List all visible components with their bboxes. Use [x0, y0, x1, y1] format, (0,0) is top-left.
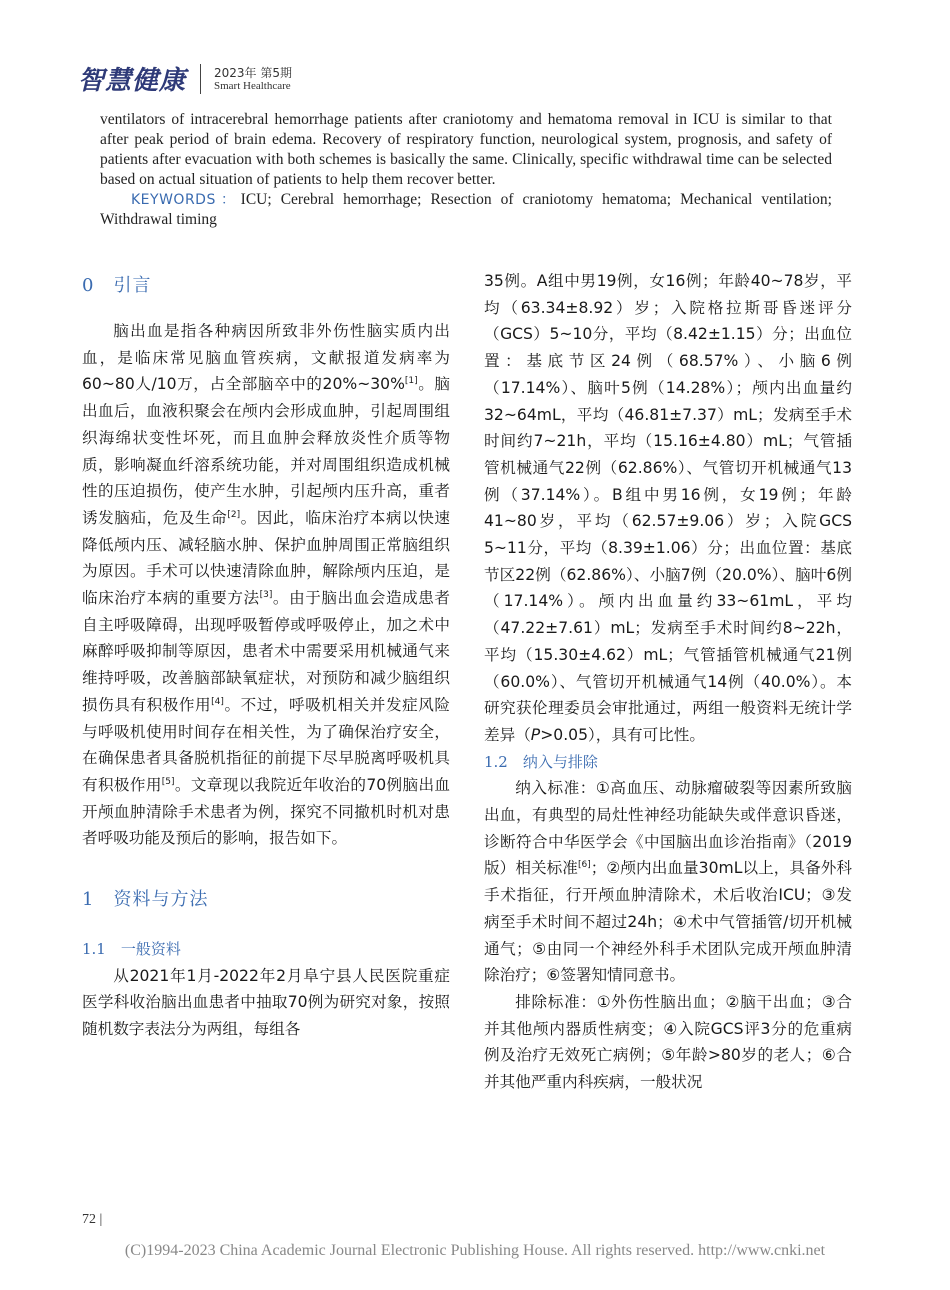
section-0-title: 0 引言 — [82, 275, 152, 296]
text-span: >0.05），具有可比性。 — [540, 725, 705, 744]
keywords-label: KEYWORDS： — [131, 192, 241, 208]
citation-3[interactable]: [3] — [259, 589, 273, 600]
english-abstract — [100, 110, 832, 230]
general-info-paragraph: 从2021年1月-2022年2月阜宁县人民医院重症医学科收治脑出血患者中抽取70例为研究对象，按照随机数字表法分为两组，每组各 — [82, 966, 450, 1039]
text-span: 。文章现以我院近年收治的70例脑出血开颅血肿清除手术患者为例，探究不同撤机时机对患者呼吸功能及预后的影响，报告如下。 — [82, 775, 450, 848]
text-span: 。脑出血后，血液积聚会在颅内会形成血肿，引起周围组织海绵状变性坏死，而且血肿会释放炎性介质等物质，影响凝血纤溶系统功能，并对周围组织造成机械性的压迫损伤，使产生水肿，引起颅内压升高，重者诱发脑疝，危及生命 — [82, 375, 450, 527]
text-span: ；②颅内出血量30mL以上，具备外科手术指征，行开颅血肿清除术，术后收治ICU；③发病至手术时间不超过24h；④术中气管插管/切开机械通气；⑤由同一个神经外科手术团队完成开颅血肿清除治疗；⑥签署知情同意书。 — [484, 859, 852, 985]
section-1-2-title: 1.2 纳入与排除 — [484, 752, 598, 771]
text-span: 35例。A组中男19例，女16例；年龄40~78岁，平均（63.34±8.92）岁；入院格拉斯哥昏迷评分（GCS）5~10分，平均（8.42±1.15）分；出血位置：基底节区24例（68.57%）、小脑6例（17.14%）、脑叶5例（14.28%）；颅内出血量约32~64mL，平均（46.81±7.37）mL；发病至手术时间约7~21h，平均（15.16±4.80）mL；气管插管机械通气22例（62.86%）、气管切开机械通气13例（37.14%）。B组中男16例，女19例；年龄41~80岁，平均（62.57±9.06）岁；入院GCS 5~11分，平均（8.39±1.06）分；出血位置：基底节区22例（62.86%）、小脑7例（20.0%）、脑叶6例（17.14%）。颅内出血量约33~61mL，平均（47.22±7.61）mL；发病至手术时间约8~22h，平均（15.30±4.62）mL；气管插管机械通气21例（60.0%）、气管切开机械通气14例（40.0%）。本研究获伦理委员会审批通过，两组一般资料无统计学差异（ — [484, 272, 852, 744]
journal-logo: 智慧健康 — [78, 66, 187, 96]
text-span: 。因此，临床治疗本病以快速降低颅内压、减轻脑水肿、保护血肿周围正常脑组织为原因。手术可以快速清除血肿，解除颅内压迫，是临床治疗本病的重要方法 — [82, 508, 450, 608]
exclusion-criteria: 排除标准：①外伤性脑出血；②脑干出血；③合并其他颅内器质性病变；④入院GCS评3分的危重病例及治疗无效死亡病例；⑤年龄>80岁的老人；⑥合并其他严重内科疾病，一般状况 — [484, 992, 852, 1092]
issue-label: 2023年 第5期 — [214, 66, 292, 80]
citation-4[interactable]: [4] — [211, 696, 224, 707]
intro-paragraph — [82, 318, 450, 852]
abstract-text: ventilators of intracerebral hemorrhage patients after craniotomy and hematoma removal in ICU is similar to that after peak period of brain edema. Recovery of respiratory function, neurological system, prognosis, and safety of patients after evacuation with both schemes is basically the same. Clinically, specific withdrawal time can be selected based on actual situation of patients to help them recover better. — [100, 111, 832, 188]
citation-2[interactable]: [2] — [227, 509, 241, 520]
general-info-continued — [484, 268, 852, 749]
citation-6[interactable]: [6] — [577, 860, 591, 871]
text-span: 纳入标准：①高血压、动脉瘤破裂等因素所致脑出血，有典型的局灶性神经功能缺失或伴意识昏迷，诊断符合中华医学会《中国脑出血诊治指南》（2019版）相关标准 — [484, 779, 852, 878]
copyright-notice: (C)1994-2023 China Academic Journal Electronic Publishing House. All rights reserved. http://www.cnki.net — [124, 1242, 826, 1259]
page-number: 72 | — [82, 1212, 103, 1227]
left-column — [82, 268, 450, 1043]
section-1-1-title: 1.1 一般资料 — [82, 940, 181, 959]
keywords — [100, 190, 832, 230]
inclusion-criteria — [484, 775, 852, 989]
citation-5[interactable]: [5] — [161, 776, 175, 787]
citation-1[interactable]: [1] — [404, 376, 418, 387]
text-span: 。由于脑出血会造成患者自主呼吸障碍，出现呼吸暂停或呼吸停止，加之术中麻醉呼吸抑制等原因，患者术中需要采用机械通气来维持呼吸，改善脑部缺氧症状，对预防和减少脑组织损伤具有积极作用 — [82, 589, 450, 714]
journal-english-name: Smart Healthcare — [214, 80, 291, 92]
keywords-text: ICU; Cerebral hemorrhage; Resection of craniotomy hematoma; Mechanical ventilation; Withdrawal timing — [100, 191, 832, 228]
p-symbol: P — [530, 725, 541, 744]
section-1-title: 1 资料与方法 — [82, 889, 209, 911]
header-divider — [200, 64, 201, 94]
text-span: 。不过，呼吸机相关并发症风险与呼吸机使用时间存在相关性，为了确保治疗安全，在确保患者具备脱机指征的前提下尽早脱离呼吸机具有积极作用 — [82, 695, 450, 794]
right-column — [484, 268, 852, 1096]
text-span: 脑出血是指各种病因所致非外伤性脑实质内出血，是临床常见脑血管疾病，文献报道发病率为60~80人/10万，占全部脑卒中的20%~30% — [82, 322, 450, 394]
